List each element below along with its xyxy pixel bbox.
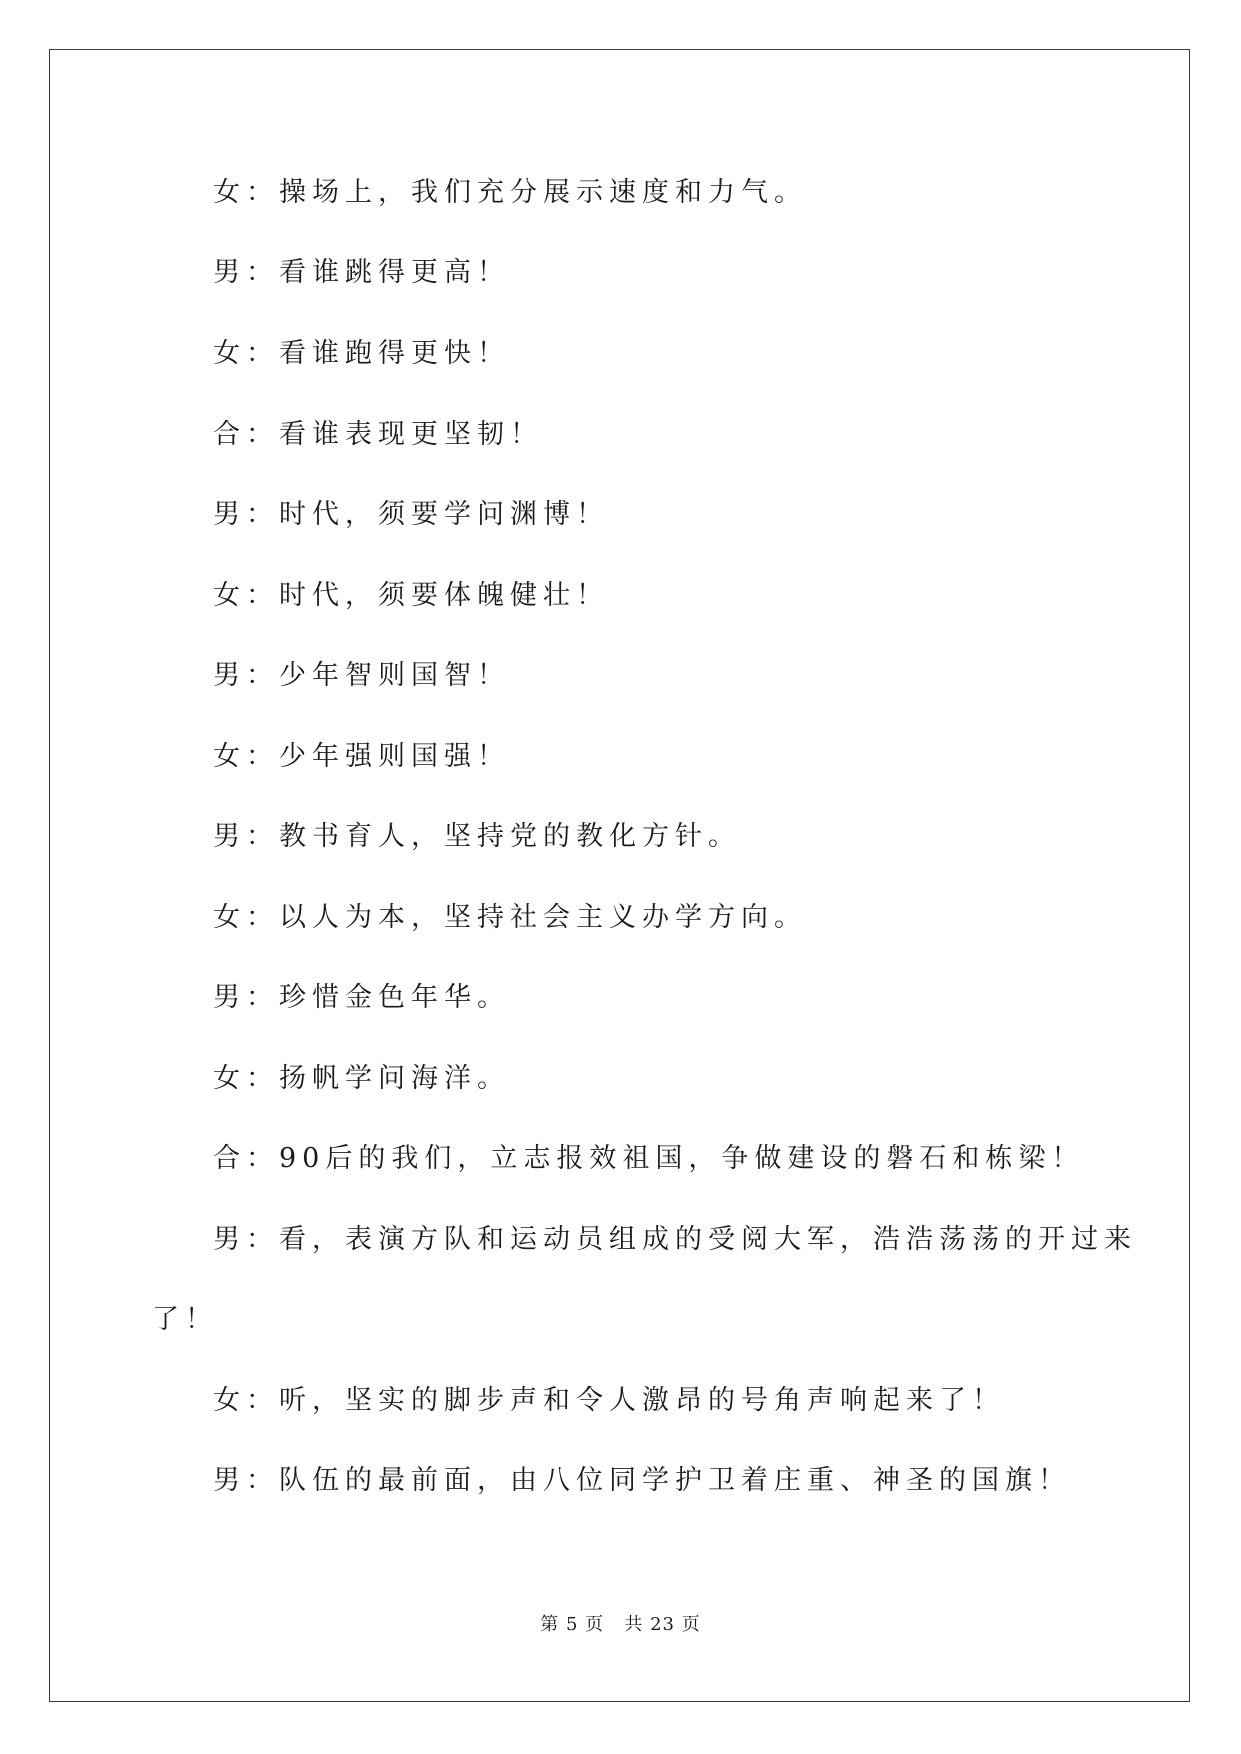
dialogue-line: 男：时代，须要学问渊博！ [213,499,609,530]
dialogue-line-continuation: 了！ [152,1304,218,1335]
dialogue-line: 合：看谁表现更坚韧！ [213,419,543,450]
dialogue-line: 合：90后的我们，立志报效祖国，争做建设的磐石和栋梁！ [213,1143,1085,1174]
dialogue-line: 男：看，表演方队和运动员组成的受阅大军，浩浩荡荡的开过来 [213,1224,1137,1255]
dialogue-line: 男：队伍的最前面，由八位同学护卫着庄重、神圣的国旗！ [213,1465,1071,1496]
dialogue-line: 女：时代，须要体魄健壮！ [213,580,609,611]
dialogue-line: 女：看谁跑得更快！ [213,338,510,369]
page-number-footer: 第 5 页 共 23 页 [540,1614,701,1635]
dialogue-line: 男：看谁跳得更高！ [213,257,510,288]
dialogue-line: 女：以人为本，坚持社会主义办学方向。 [213,902,807,933]
dialogue-line: 男：珍惜金色年华。 [213,982,510,1013]
dialogue-line: 女：听，坚实的脚步声和令人激昂的号角声响起来了！ [213,1385,1005,1416]
page-border [49,49,1190,1702]
dialogue-line: 男：教书育人，坚持党的教化方针。 [213,821,741,852]
dialogue-line: 女：少年强则国强！ [213,741,510,772]
dialogue-line: 男：少年智则国智！ [213,660,510,691]
dialogue-line: 女：操场上，我们充分展示速度和力气。 [213,177,807,208]
dialogue-line: 女：扬帆学问海洋。 [213,1063,510,1094]
